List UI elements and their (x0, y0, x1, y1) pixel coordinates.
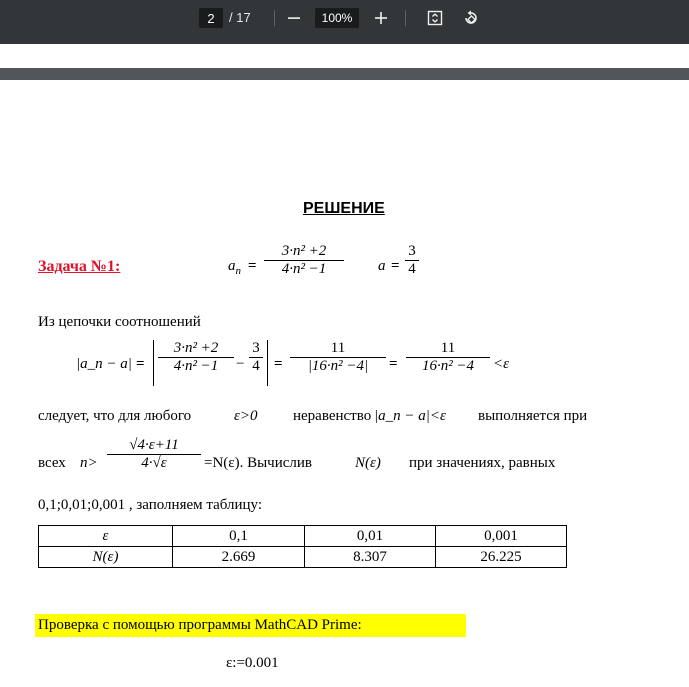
chain-fraction-2: 3 4 (249, 340, 263, 375)
plus-icon (374, 11, 388, 25)
n-greater: n> (80, 455, 98, 471)
intro-text: Из цепочки соотношений (38, 314, 201, 330)
equals-sign: = (136, 356, 145, 372)
pdf-toolbar (0, 0, 689, 44)
minus-sign: − (236, 356, 245, 372)
N-epsilon-fraction: √4·ε+11 4·√ε (107, 437, 201, 472)
line2-start: следует, что для любого (38, 408, 192, 424)
abs-bar-left (153, 340, 154, 386)
fit-page-icon (427, 10, 443, 26)
zoom-level[interactable]: 100% (315, 8, 359, 28)
fit-page-button[interactable] (423, 6, 447, 30)
zoom-out-button[interactable] (282, 6, 306, 30)
page-total: / 17 (229, 10, 251, 25)
table-cell: 0,01 (305, 526, 436, 547)
page-title: РЕШЕНИЕ (303, 200, 385, 217)
chain-fraction-4: 11 16·n² −4 (406, 340, 490, 375)
line2-mid: неравенство (293, 408, 372, 424)
line2-end: выполняется при (478, 408, 588, 424)
abs-difference: |a_n − a| (76, 356, 132, 372)
table-cell: 0,001 (436, 526, 567, 547)
equals-sign: = (389, 356, 398, 372)
line3-start: всех (38, 455, 66, 471)
abs-bar-right (267, 340, 268, 386)
rotate-icon (462, 9, 480, 27)
N-epsilon-symbol: N(ε) (355, 455, 381, 471)
an-formula-fraction: 3·n² +2 4·n² −1 (264, 243, 344, 278)
table-cell: 26.225 (436, 547, 567, 568)
toolbar-divider (405, 10, 406, 26)
document-page (0, 80, 689, 687)
rotate-button[interactable] (459, 6, 483, 30)
previous-page-bottom (0, 44, 689, 68)
epsilon-positive: ε>0 (234, 408, 258, 424)
task-label: Задача №1: (38, 258, 121, 275)
epsilon-assignment: ε:=0.001 (226, 655, 279, 671)
chain-fraction-3: 11 |16·n² −4| (290, 340, 386, 375)
chain-fraction-1: 3·n² +2 4·n² −1 (158, 340, 234, 375)
inequality: |a_n − a|<ε (374, 408, 446, 424)
table-cell: 2.669 (173, 547, 305, 568)
equals-sign: = (274, 356, 283, 372)
table-cell: 8.307 (305, 547, 436, 568)
a-symbol: a (378, 258, 386, 274)
zoom-in-button[interactable] (369, 6, 393, 30)
line4-text: 0,1;0,01;0,001 , заполняем таблицу: (38, 497, 263, 513)
table-cell: N(ε) (39, 547, 173, 568)
page-gap (0, 68, 689, 80)
check-text: Проверка с помощью программы MathCAD Prime: (38, 617, 362, 633)
results-table (38, 525, 567, 568)
toolbar-divider (274, 10, 275, 26)
less-than-epsilon: <ε (493, 356, 510, 372)
an-symbol: $a_n$ (228, 258, 241, 277)
a-value-fraction: 3 4 (405, 243, 419, 278)
equals-sign: = (248, 258, 257, 274)
N-epsilon-equals: =N(ε). Вычислив (204, 455, 312, 471)
equals-sign: = (391, 258, 400, 274)
minus-icon (287, 11, 301, 25)
page-number-input[interactable] (199, 8, 223, 28)
line3-end: при значениях, равных (409, 455, 556, 471)
table-row (39, 547, 567, 568)
table-cell: ε (39, 526, 173, 547)
table-cell: 0,1 (173, 526, 305, 547)
table-row (39, 526, 567, 547)
